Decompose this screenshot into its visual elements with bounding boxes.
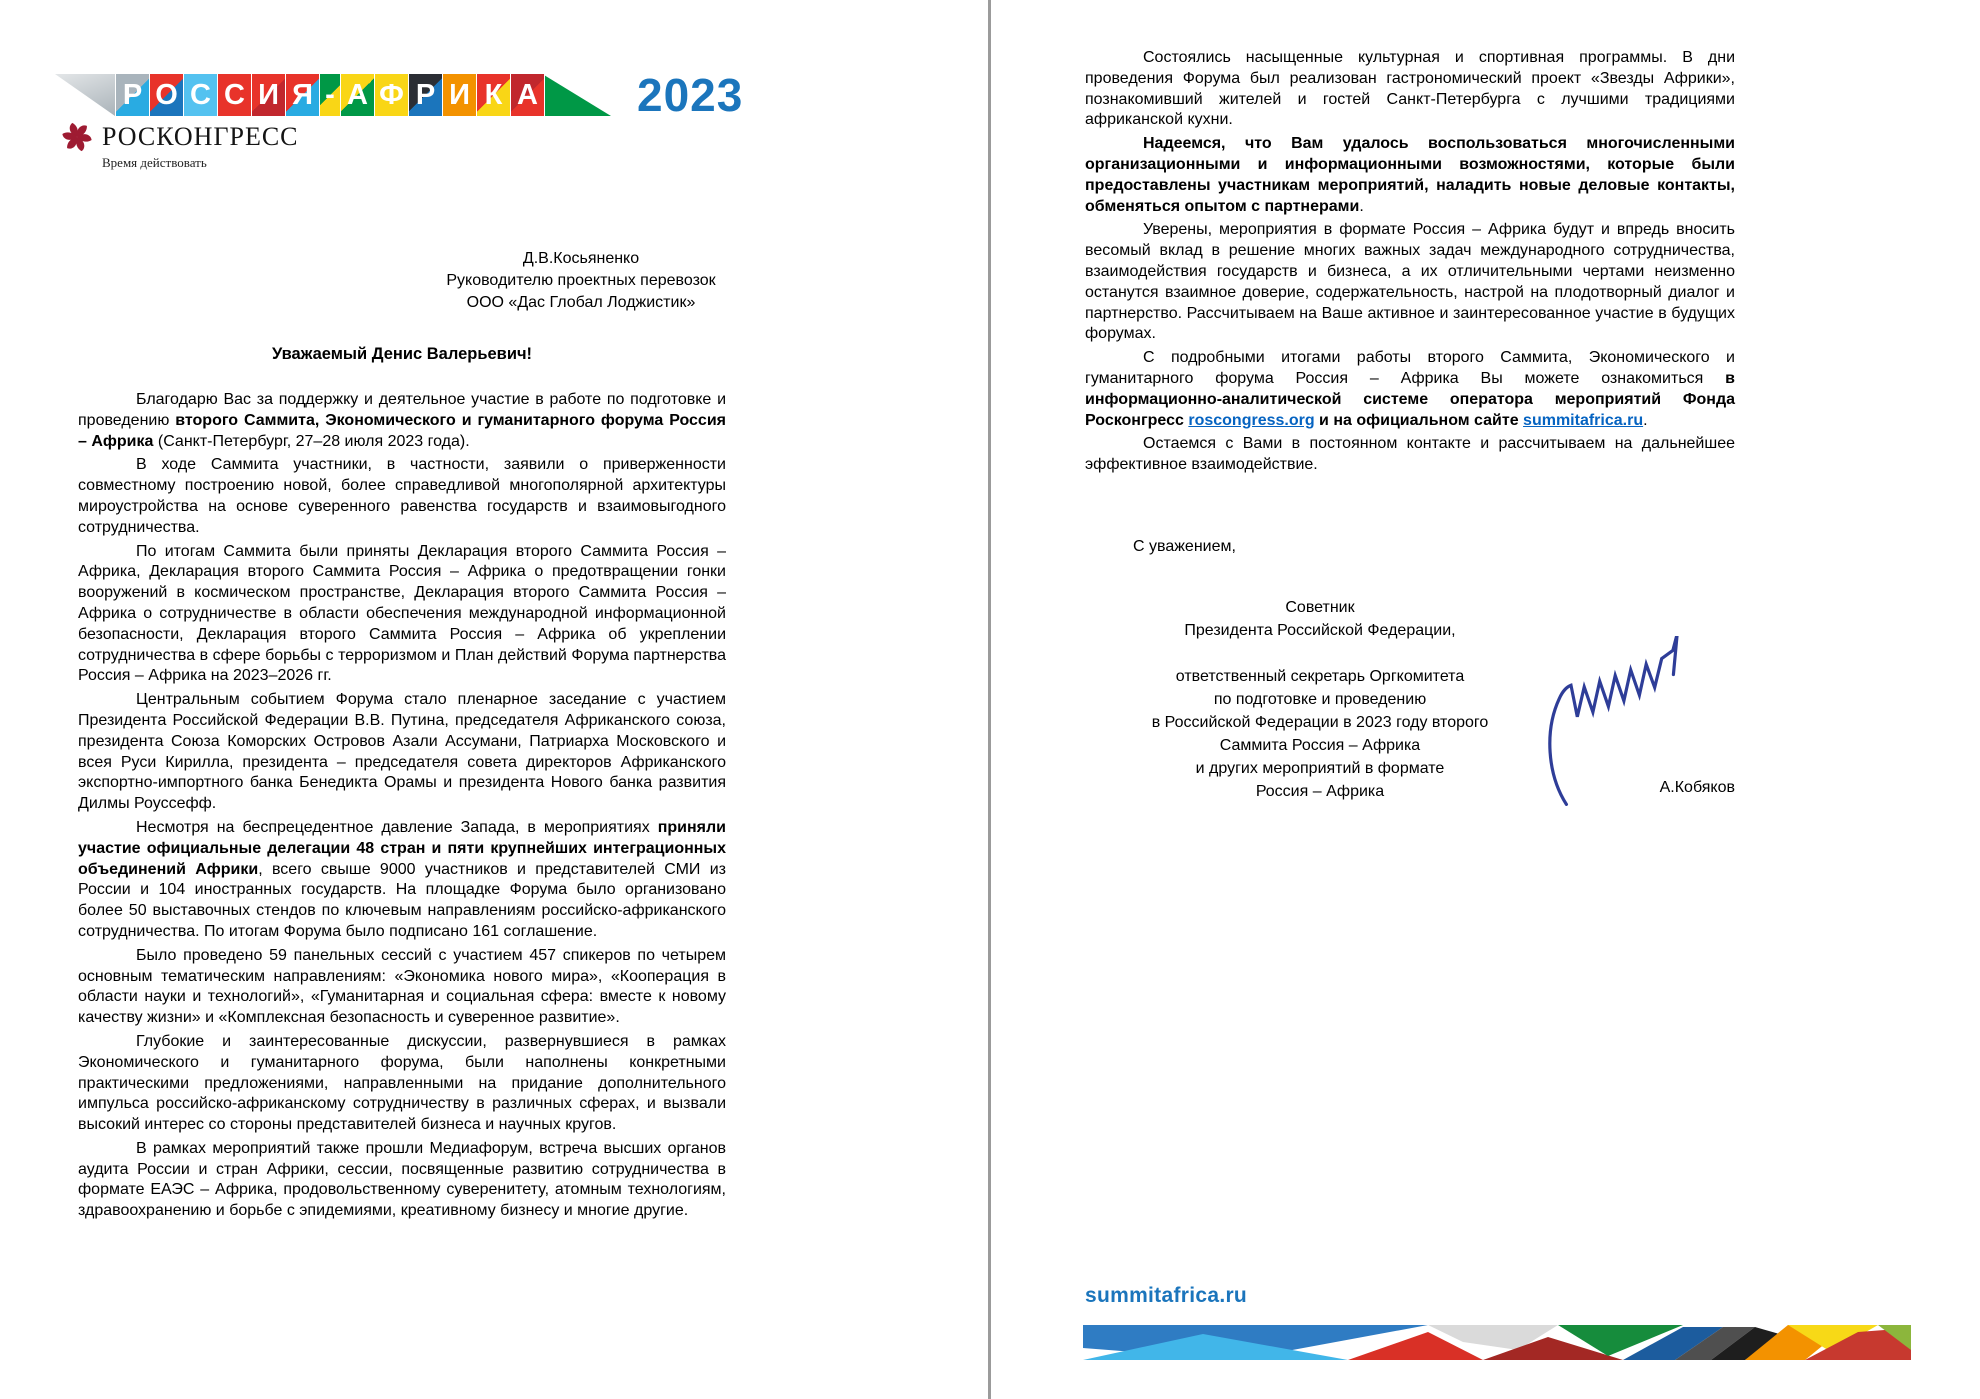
- paragraph: [78, 455, 726, 538]
- text-run: и на официальном сайте: [1314, 411, 1524, 429]
- page2-body: [1085, 48, 1735, 479]
- text-line: Советник: [1285, 599, 1355, 616]
- paragraph: [78, 690, 726, 815]
- logo-leading-arrow-icon: [55, 74, 115, 116]
- logo-letter-tile: И: [443, 74, 476, 116]
- text-line: Д.В.Косьяненко: [522, 250, 640, 267]
- logo-letter-tile: Р: [409, 74, 442, 116]
- paragraph: [78, 1032, 726, 1136]
- text-line: Саммита Россия – Африка: [1219, 737, 1421, 754]
- text-line: [1085, 642, 1555, 665]
- logo-wordmark: [116, 74, 545, 116]
- text-run: приняли участие официальные делегации 48 стран и пяти крупнейших интеграционных объединений Африки: [78, 818, 726, 878]
- text-line: в Российской Федерации в 2023 году второго: [1151, 714, 1489, 731]
- text-run: , всего свыше 9000 участников и представителей СМИ из России и 104 иностранных государств. На площадке Форума было организовано более 50 выставочных стендов по ключевым направлениям российско-африканского сотрудничества. По итогам Форума было подписано 161 соглашение.: [78, 860, 726, 940]
- signature-title-block: [1085, 596, 1555, 803]
- paragraph: [78, 946, 726, 1029]
- logo-letter-tile: -: [320, 74, 340, 116]
- logo-letter-tile: И: [252, 74, 285, 116]
- paragraph: [1085, 220, 1735, 345]
- text-line: по подготовке и проведению: [1213, 691, 1427, 708]
- text-run: В рамках мероприятий также прошли Медиафорум, встреча высших органов аудита России и стран Африки, сессии, посвященные развитию сотрудничества в формате ЕАЭС – Африка, продовольственному суверенитету, атомным технологиям, здравоохранению и борьбе с эпидемиями, креативному бизнесу и многие другие.: [78, 1139, 726, 1220]
- paragraph: [78, 542, 726, 688]
- roscongress-tagline: Время действовать: [102, 155, 207, 170]
- page-divider: [988, 0, 991, 1399]
- paragraph: [78, 818, 726, 943]
- text-line: ответственный секретарь Оргкомитета: [1175, 668, 1465, 685]
- text-run: .: [1359, 197, 1364, 215]
- text-line: и других мероприятий в формате: [1195, 760, 1445, 777]
- text-run: Уверены, мероприятия в формате Россия – Африка будут и впредь вносить весомый вклад в решение многих важных задач международного сотрудничества, взаимодействия государств и бизнеса, а их отличительными чертами неизменно останутся взаимное доверие, содержательность, настрой на плодотворный диалог и партнерство. Рассчитываем на Ваше активное и заинтересованное участие в будущих форумах.: [1085, 221, 1735, 343]
- paragraph: [78, 1139, 726, 1222]
- text-run: Центральным событием Форума стало пленарное заседание с участием Президента Российской Федерации В.В. Путина, председателя Африканского союза, президента Союза Коморских Островов Азали Ассумани, Патриарха Московского и всея Руси Кирилла, президента – председателя совета директоров Африканского экспортно-импортного банка Бенедикта Орамы и президента Нового банка развития Дилмы Роуссефф.: [78, 691, 726, 813]
- text-line: Руководителю проектных перевозок: [446, 272, 716, 289]
- text-line: ООО «Дас Глобал Лоджистик»: [466, 294, 696, 311]
- logo-letter-tile: Ф: [375, 74, 408, 116]
- russia-africa-logo: [55, 69, 744, 121]
- text-run: Надеемся, что Вам удалось воспользоваться многочисленными организационными и информационными возможностями, которые были предоставлены участникам мероприятий, наладить новые деловые контакты, обменяться опытом с партнерами: [1085, 135, 1735, 215]
- text-run: Было проведено 59 панельных сессий с участием 457 спикеров по четырем основным тематическим направлениям: «Экономика нового мира», «Кооперация в области науки и технологий», «Гуманитарная и социальная сфера: вместе к новому качеству жизни» и «Комплексная безопасность и суверенное развитие».: [78, 946, 726, 1027]
- paragraph: [78, 390, 726, 452]
- logo-letter-tile: О: [150, 74, 183, 116]
- page1-body: [78, 390, 726, 1225]
- text-run: Благодарю Вас за поддержку и деятельное участие в работе по подготовке и проведению: [78, 391, 726, 429]
- paragraph: [1085, 434, 1735, 476]
- text-line: Президента Российской Федерации,: [1184, 622, 1456, 639]
- logo-letter-tile: С: [218, 74, 251, 116]
- text-run: С подробными итогами работы второго Саммита, Экономического и гуманитарного форума Россия – Африка Вы можете ознакомиться: [1085, 349, 1735, 387]
- roscongress-name: РОСКОНГРЕСС: [102, 122, 299, 151]
- logo-letter-tile: К: [477, 74, 510, 116]
- logo-letter-tile: А: [511, 74, 544, 116]
- text-run: В ходе Саммита участники, в частности, заявили о приверженности совместному построению новой, более справедливой многополярной архитектуры мироустройства на основе суверенного равенства государств и взаимовыгодного сотрудничества.: [78, 456, 726, 536]
- hyperlink[interactable]: roscongress.org: [1188, 411, 1315, 429]
- signer-name: А.Кобяков: [1659, 779, 1735, 796]
- logo-year: 2023: [637, 69, 744, 121]
- hyperlink[interactable]: summitafrica.ru: [1523, 411, 1644, 429]
- salutation: Уважаемый Денис Валерьевич!: [271, 345, 533, 363]
- paragraph: [1085, 348, 1735, 431]
- text-run: (Санкт-Петербург, 27–28 июля 2023 года).: [153, 432, 470, 450]
- logo-trailing-arrow-icon: [545, 74, 611, 116]
- footer-color-band: [1083, 1322, 1911, 1360]
- logo-letter-tile: С: [184, 74, 217, 116]
- text-run: .: [1643, 411, 1648, 429]
- text-run: второго Саммита, Экономического и гуманитарного форума Россия – Африка: [78, 411, 726, 450]
- paragraph: [1085, 134, 1735, 217]
- logo-letter-tile: Я: [286, 74, 319, 116]
- closing-line: С уважением,: [1133, 538, 1236, 555]
- roscongress-flower-icon: [60, 120, 94, 154]
- logo-letter-tile: Р: [116, 74, 149, 116]
- text-run: в информационно-аналитической системе оператора мероприятий Фонда Росконгресс: [1085, 369, 1735, 429]
- logo-letter-tile: А: [341, 74, 374, 116]
- paragraph: [1085, 48, 1735, 131]
- roscongress-logo: [60, 120, 299, 171]
- footer-url[interactable]: summitafrica.ru: [1085, 1284, 1248, 1307]
- text-line: Россия – Африка: [1255, 783, 1385, 800]
- text-run: По итогам Саммита были приняты Декларация второго Саммита Россия – Африка, Декларация второго Саммита Россия – Африка о предотвращении гонки вооружений в космическом пространстве, Декларация второго Саммита Россия – Африка о сотрудничестве в области обеспечения международной информационной безопасности, Декларация второго Саммита Россия – Африка об укреплении сотрудничества в сфере борьбы с терроризмом и План действий Форума партнерства Россия – Африка на 2023–2026 гг.: [78, 542, 726, 685]
- text-run: Остаемся с Вами в постоянном контакте и рассчитываем на дальнейшее эффективное взаимодействие.: [1085, 435, 1735, 474]
- text-run: Глубокие и заинтересованные дискуссии, развернувшиеся в рамках Экономического и гуманитарного форума, были наполнены конкретными практическими предложениями, направленными на придание дополнительного импульса российско-африканскому сотрудничеству в различных сферах, и вызвали высокий интерес со стороны представителей бизнеса и научных кругов.: [78, 1032, 726, 1134]
- recipient-block: [435, 248, 727, 314]
- text-run: Состоялись насыщенные культурная и спортивная программы. В дни проведения Форума был реализован гастрономический проект «Звезды Африки», познакомивший жителей и гостей Санкт-Петербурга с лучшими традициями африканской кухни.: [1085, 49, 1735, 129]
- text-run: Несмотря на беспрецедентное давление Запада, в мероприятиях: [136, 818, 658, 836]
